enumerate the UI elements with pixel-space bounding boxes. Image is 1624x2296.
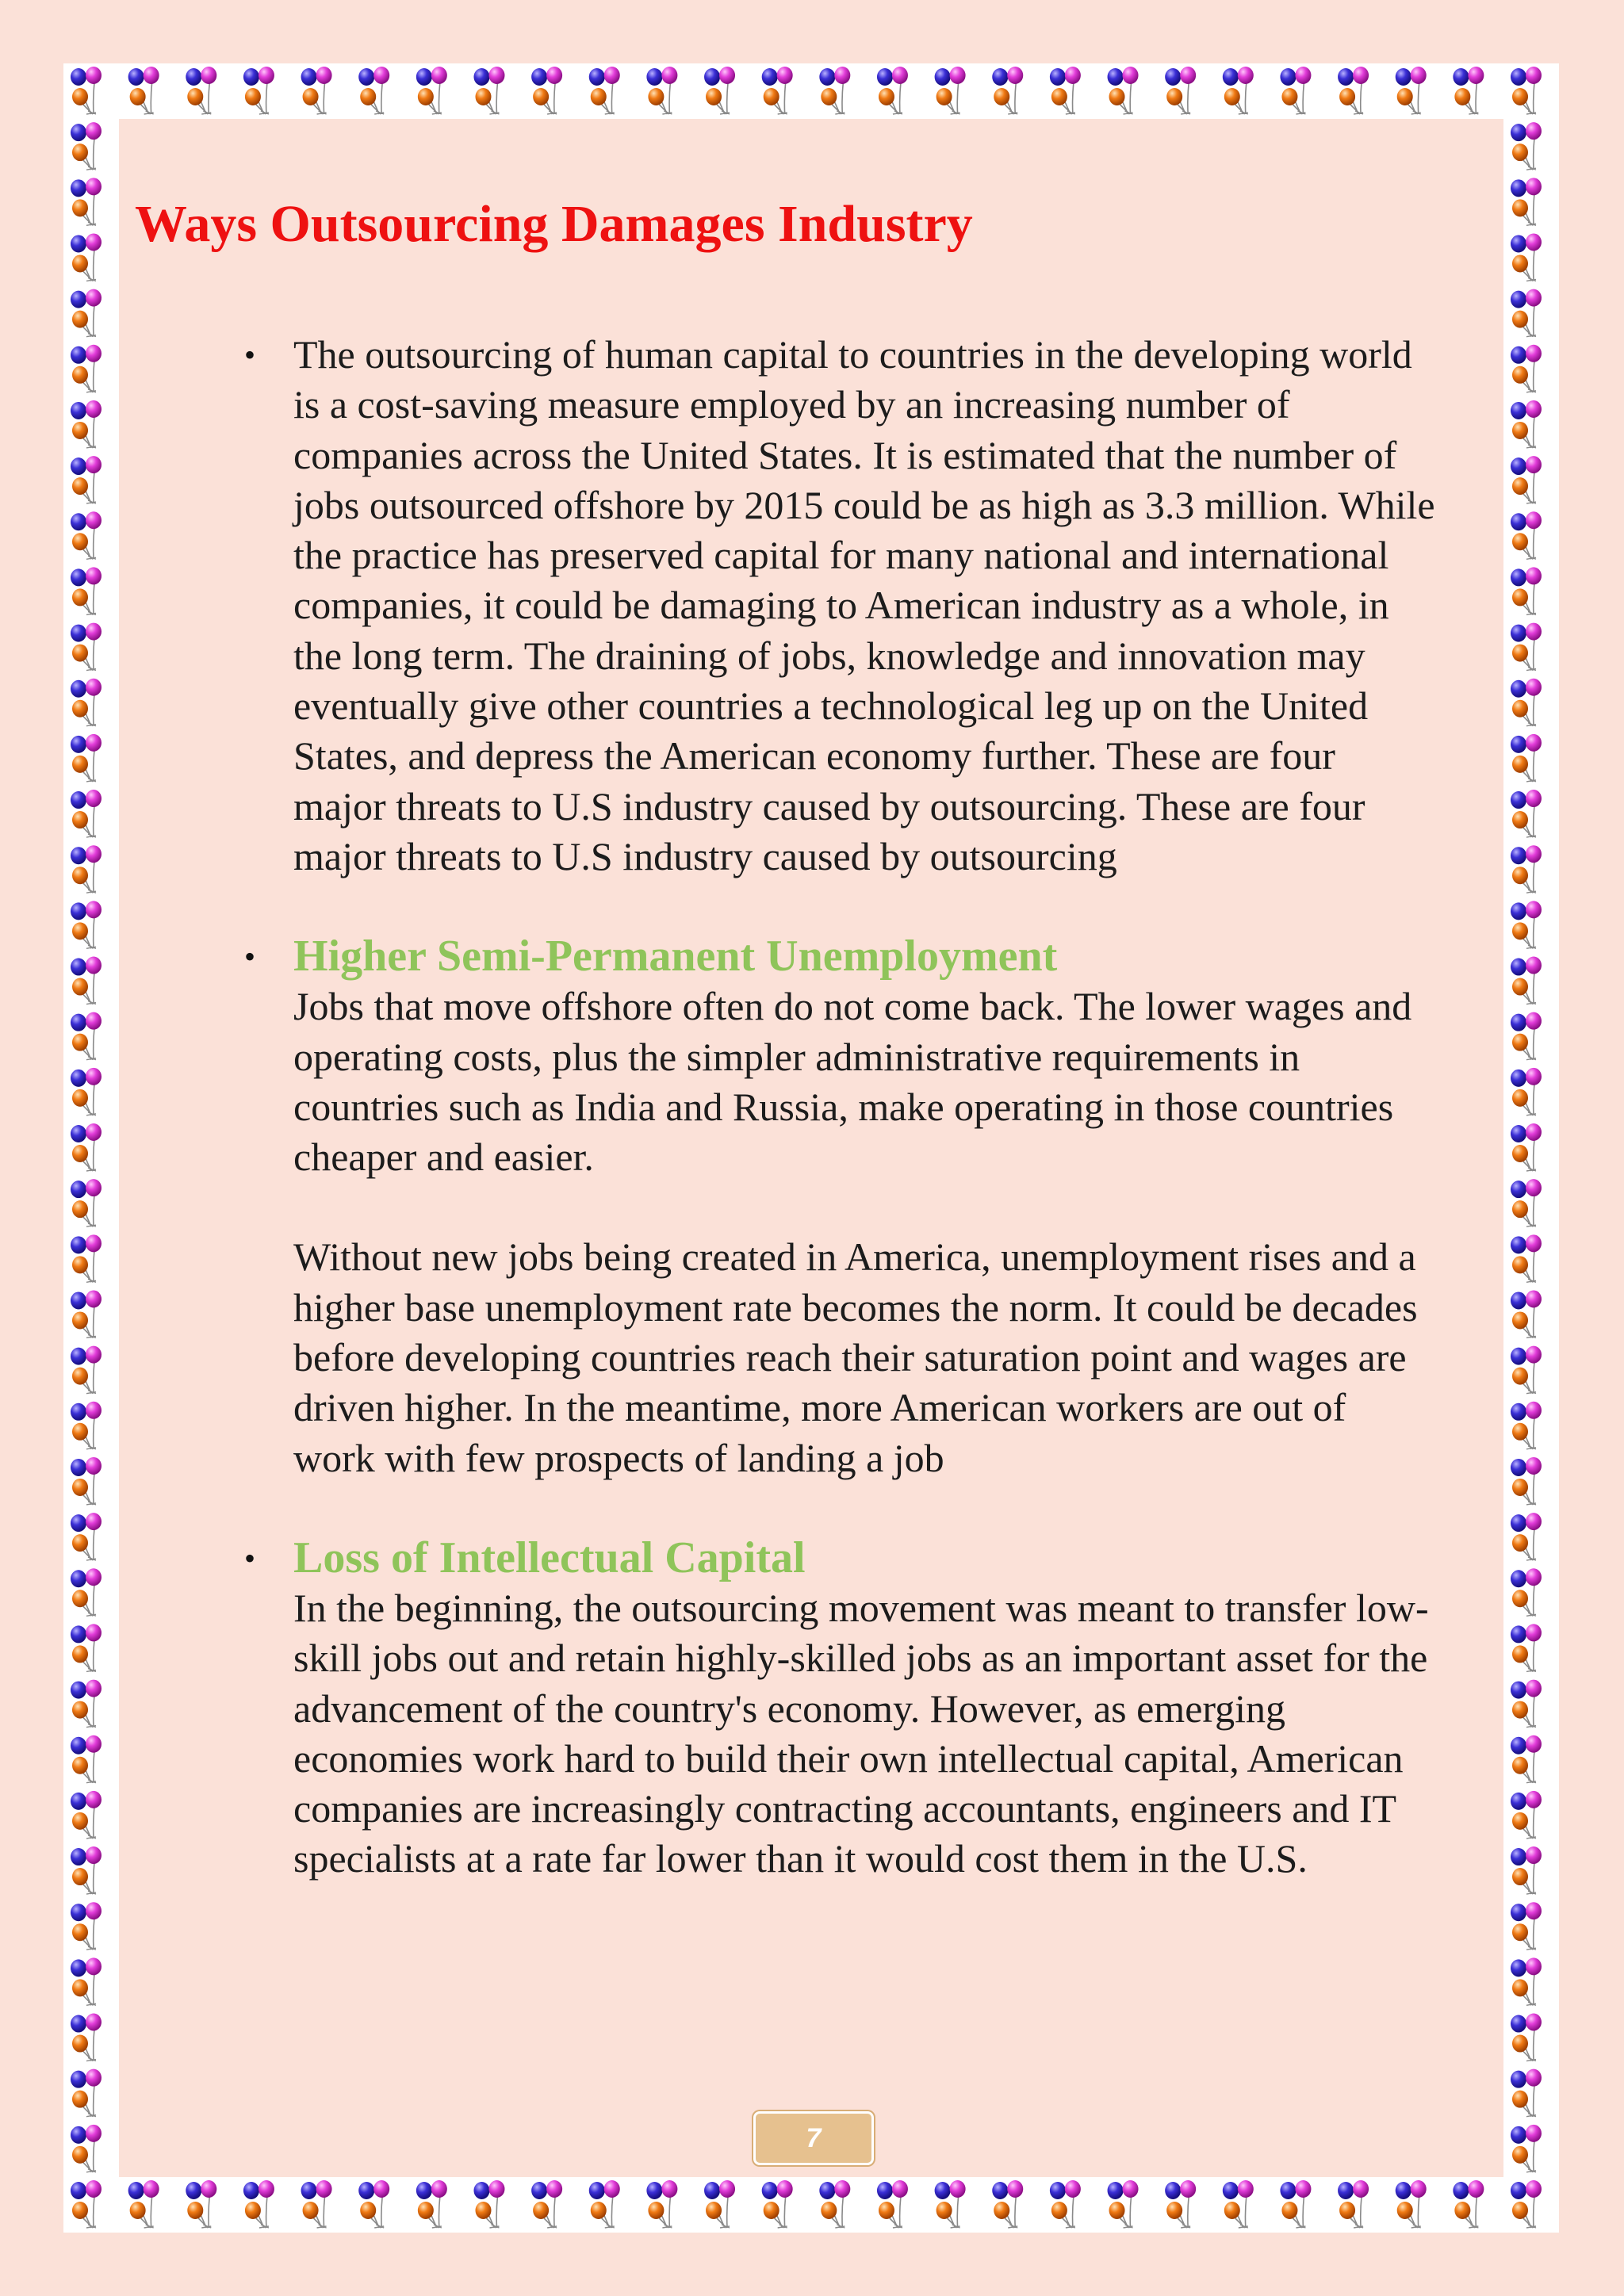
balloon-icon (473, 67, 504, 114)
balloon-icon (1050, 2180, 1081, 2228)
balloon-icon (1511, 901, 1542, 948)
balloon-icon (71, 1735, 102, 1783)
balloon-icon (71, 400, 102, 448)
balloon-icon (1511, 456, 1542, 503)
balloon-icon (71, 1179, 102, 1226)
bullet-spacer (293, 882, 1435, 932)
balloon-icon (1453, 67, 1484, 114)
balloon-icon (704, 2180, 735, 2228)
balloon-icon (935, 2180, 966, 2228)
balloon-icon (1511, 1234, 1542, 1282)
balloon-icon (589, 2180, 620, 2228)
balloon-icon (531, 2180, 562, 2228)
balloon-icon (1511, 1068, 1542, 1115)
balloon-icon (1338, 2180, 1369, 2228)
section-bullet-intellectual-capital (293, 1533, 1435, 1885)
balloon-icon (1108, 67, 1139, 114)
balloon-icon (1338, 67, 1369, 114)
balloon-icon (1511, 511, 1542, 559)
balloon-icon (301, 2180, 332, 2228)
balloon-icon (71, 67, 102, 114)
balloon-icon (1511, 2180, 1542, 2228)
balloon-icon (1223, 67, 1254, 114)
balloon-icon (71, 1680, 102, 1728)
balloon-icon (646, 67, 677, 114)
balloon-icon (819, 2180, 850, 2228)
balloon-icon (1511, 1957, 1542, 2005)
balloon-icon (71, 2125, 102, 2172)
balloon-icon (71, 178, 102, 225)
balloon-icon (992, 2180, 1023, 2228)
balloon-icon (992, 67, 1023, 114)
bullet-spacer (293, 1483, 1435, 1533)
balloon-icon (1511, 1791, 1542, 1839)
balloon-icon (243, 2180, 274, 2228)
balloon-icon (589, 67, 620, 114)
balloon-icon (243, 67, 274, 114)
balloon-icon (71, 2014, 102, 2061)
balloon-icon (1511, 233, 1542, 281)
balloon-icon (877, 67, 908, 114)
balloon-icon (71, 1624, 102, 1671)
balloon-icon (71, 957, 102, 1004)
balloon-icon (1396, 67, 1427, 114)
balloon-icon (128, 67, 159, 114)
balloon-icon (71, 1513, 102, 1560)
balloon-icon (1511, 1457, 1542, 1505)
balloon-icon (71, 1123, 102, 1171)
balloon-icon (1396, 2180, 1427, 2228)
balloon-icon (71, 1457, 102, 1505)
balloon-icon (704, 67, 735, 114)
section-paragraph: Jobs that move offshore often do not come back. The lower wages and operating costs, plus the simpler administrative requirements in countries such as India and Russia, make operating in those countries cheaper and easier. (293, 984, 1412, 1180)
balloon-icon (71, 289, 102, 337)
balloon-icon (1511, 790, 1542, 837)
balloon-icon (71, 233, 102, 281)
balloon-icon (71, 1290, 102, 1337)
balloon-icon (762, 67, 793, 114)
balloon-icon (71, 1068, 102, 1115)
balloon-icon (71, 679, 102, 726)
balloon-icon (1165, 2180, 1196, 2228)
balloon-icon (71, 845, 102, 893)
balloon-icon (1511, 1513, 1542, 1560)
balloon-icon (186, 2180, 216, 2228)
balloon-icon (71, 511, 102, 559)
balloon-icon (1511, 567, 1542, 614)
balloon-icon (1511, 1123, 1542, 1171)
balloon-icon (1511, 67, 1542, 114)
balloon-icon (71, 456, 102, 503)
balloon-icon (71, 1568, 102, 1616)
balloon-icon (877, 2180, 908, 2228)
balloon-icon (646, 2180, 677, 2228)
balloon-icon (819, 67, 850, 114)
balloon-icon (301, 67, 332, 114)
balloon-icon (186, 67, 216, 114)
section-paragraph: In the beginning, the outsourcing movement was meant to transfer low-skill jobs out and retain highly-skilled jobs as an important asset for the advancement of the country's economy. However, as emerging economies work hard to build their own intellectual capital, American companies are increasingly contracting accountants, engineers and IT specialists at a rate far lower than it would cost them in the U.S. (293, 1585, 1429, 1881)
balloon-icon (71, 1902, 102, 1950)
balloon-icon (1280, 67, 1311, 114)
balloon-icon (1511, 1012, 1542, 1060)
section-heading: • Loss of Intellectual Capital (293, 1533, 806, 1582)
balloon-icon (1511, 289, 1542, 337)
balloon-icon (358, 2180, 389, 2228)
balloon-icon (1511, 679, 1542, 726)
balloon-icon (1511, 1346, 1542, 1394)
section-paragraph: Without new jobs being created in America, unemployment rises and a higher base unemployment rate becomes the norm. It could be decades before developing countries reach their saturation point and wages are driven higher. In the meantime, more American workers are out of work with few prospects of landing a job (293, 1234, 1418, 1480)
balloon-icon (1511, 122, 1542, 170)
balloon-icon (71, 1791, 102, 1839)
balloon-icon (935, 67, 966, 114)
balloon-icon (1511, 345, 1542, 392)
balloon-icon (531, 67, 562, 114)
balloon-icon (1165, 67, 1196, 114)
balloon-icon (1511, 734, 1542, 782)
balloon-icon (1511, 1402, 1542, 1449)
balloon-icon (71, 1012, 102, 1060)
intro-bullet (293, 330, 1435, 882)
section-heading: • Higher Semi-Permanent Unemployment (293, 932, 1058, 982)
balloon-icon (1511, 1624, 1542, 1671)
balloon-icon (1511, 178, 1542, 225)
balloon-icon (71, 2069, 102, 2117)
balloon-icon (1511, 623, 1542, 671)
balloon-icon (1511, 400, 1542, 448)
balloon-icon (1511, 1735, 1542, 1783)
balloon-icon (1511, 1568, 1542, 1616)
balloon-icon (71, 901, 102, 948)
balloon-icon (358, 67, 389, 114)
balloon-icon (71, 345, 102, 392)
balloon-icon (71, 567, 102, 614)
balloon-icon (71, 1957, 102, 2005)
balloon-icon (1511, 845, 1542, 893)
page-number-badge: 7 (753, 2111, 874, 2165)
balloon-icon (71, 1346, 102, 1394)
balloon-icon (1511, 957, 1542, 1004)
balloon-icon (1453, 2180, 1484, 2228)
balloon-icon (1511, 1290, 1542, 1337)
balloon-icon (1511, 2069, 1542, 2117)
balloon-icon (762, 2180, 793, 2228)
balloon-icon (71, 623, 102, 671)
balloon-icon (473, 2180, 504, 2228)
balloon-icon (71, 122, 102, 170)
balloon-icon (1511, 1902, 1542, 1950)
balloon-icon (1511, 2014, 1542, 2061)
balloon-icon (1223, 2180, 1254, 2228)
section-bullet-unemployment (293, 932, 1435, 1483)
balloon-icon (416, 67, 447, 114)
balloon-icon (71, 790, 102, 837)
bullet-list (293, 330, 1435, 1885)
balloon-icon (1280, 2180, 1311, 2228)
balloon-icon (1511, 1179, 1542, 1226)
balloon-icon (71, 1846, 102, 1894)
balloon-icon (1511, 2125, 1542, 2172)
page-title: Ways Outsourcing Damages Industry (135, 195, 973, 253)
balloon-icon (1108, 2180, 1139, 2228)
intro-paragraph: • The outsourcing of human capital to countries in the developing world is a cost-saving measure employed by an increasing number of companies across the United States. It is estimated that the number of jobs outsourced offshore by 2015 could be as high as 3.3 million. While the practice has preserved capital for many national and international companies, it could be damaging to American industry as a whole, in the long term. The draining of jobs, knowledge and innovation may eventually give other countries a technological leg up on the United States, and depress the American economy further. These are four major threats to U.S industry caused by outsourcing. These are four major threats to U.S industry caused by outsourcing (293, 332, 1435, 878)
balloon-icon (71, 1234, 102, 1282)
balloon-icon (1511, 1846, 1542, 1894)
balloon-icon (71, 2180, 102, 2228)
balloon-icon (416, 2180, 447, 2228)
balloon-icon (71, 1402, 102, 1449)
balloon-icon (128, 2180, 159, 2228)
balloon-icon (71, 734, 102, 782)
balloon-icon (1511, 1680, 1542, 1728)
balloon-icon (1050, 67, 1081, 114)
